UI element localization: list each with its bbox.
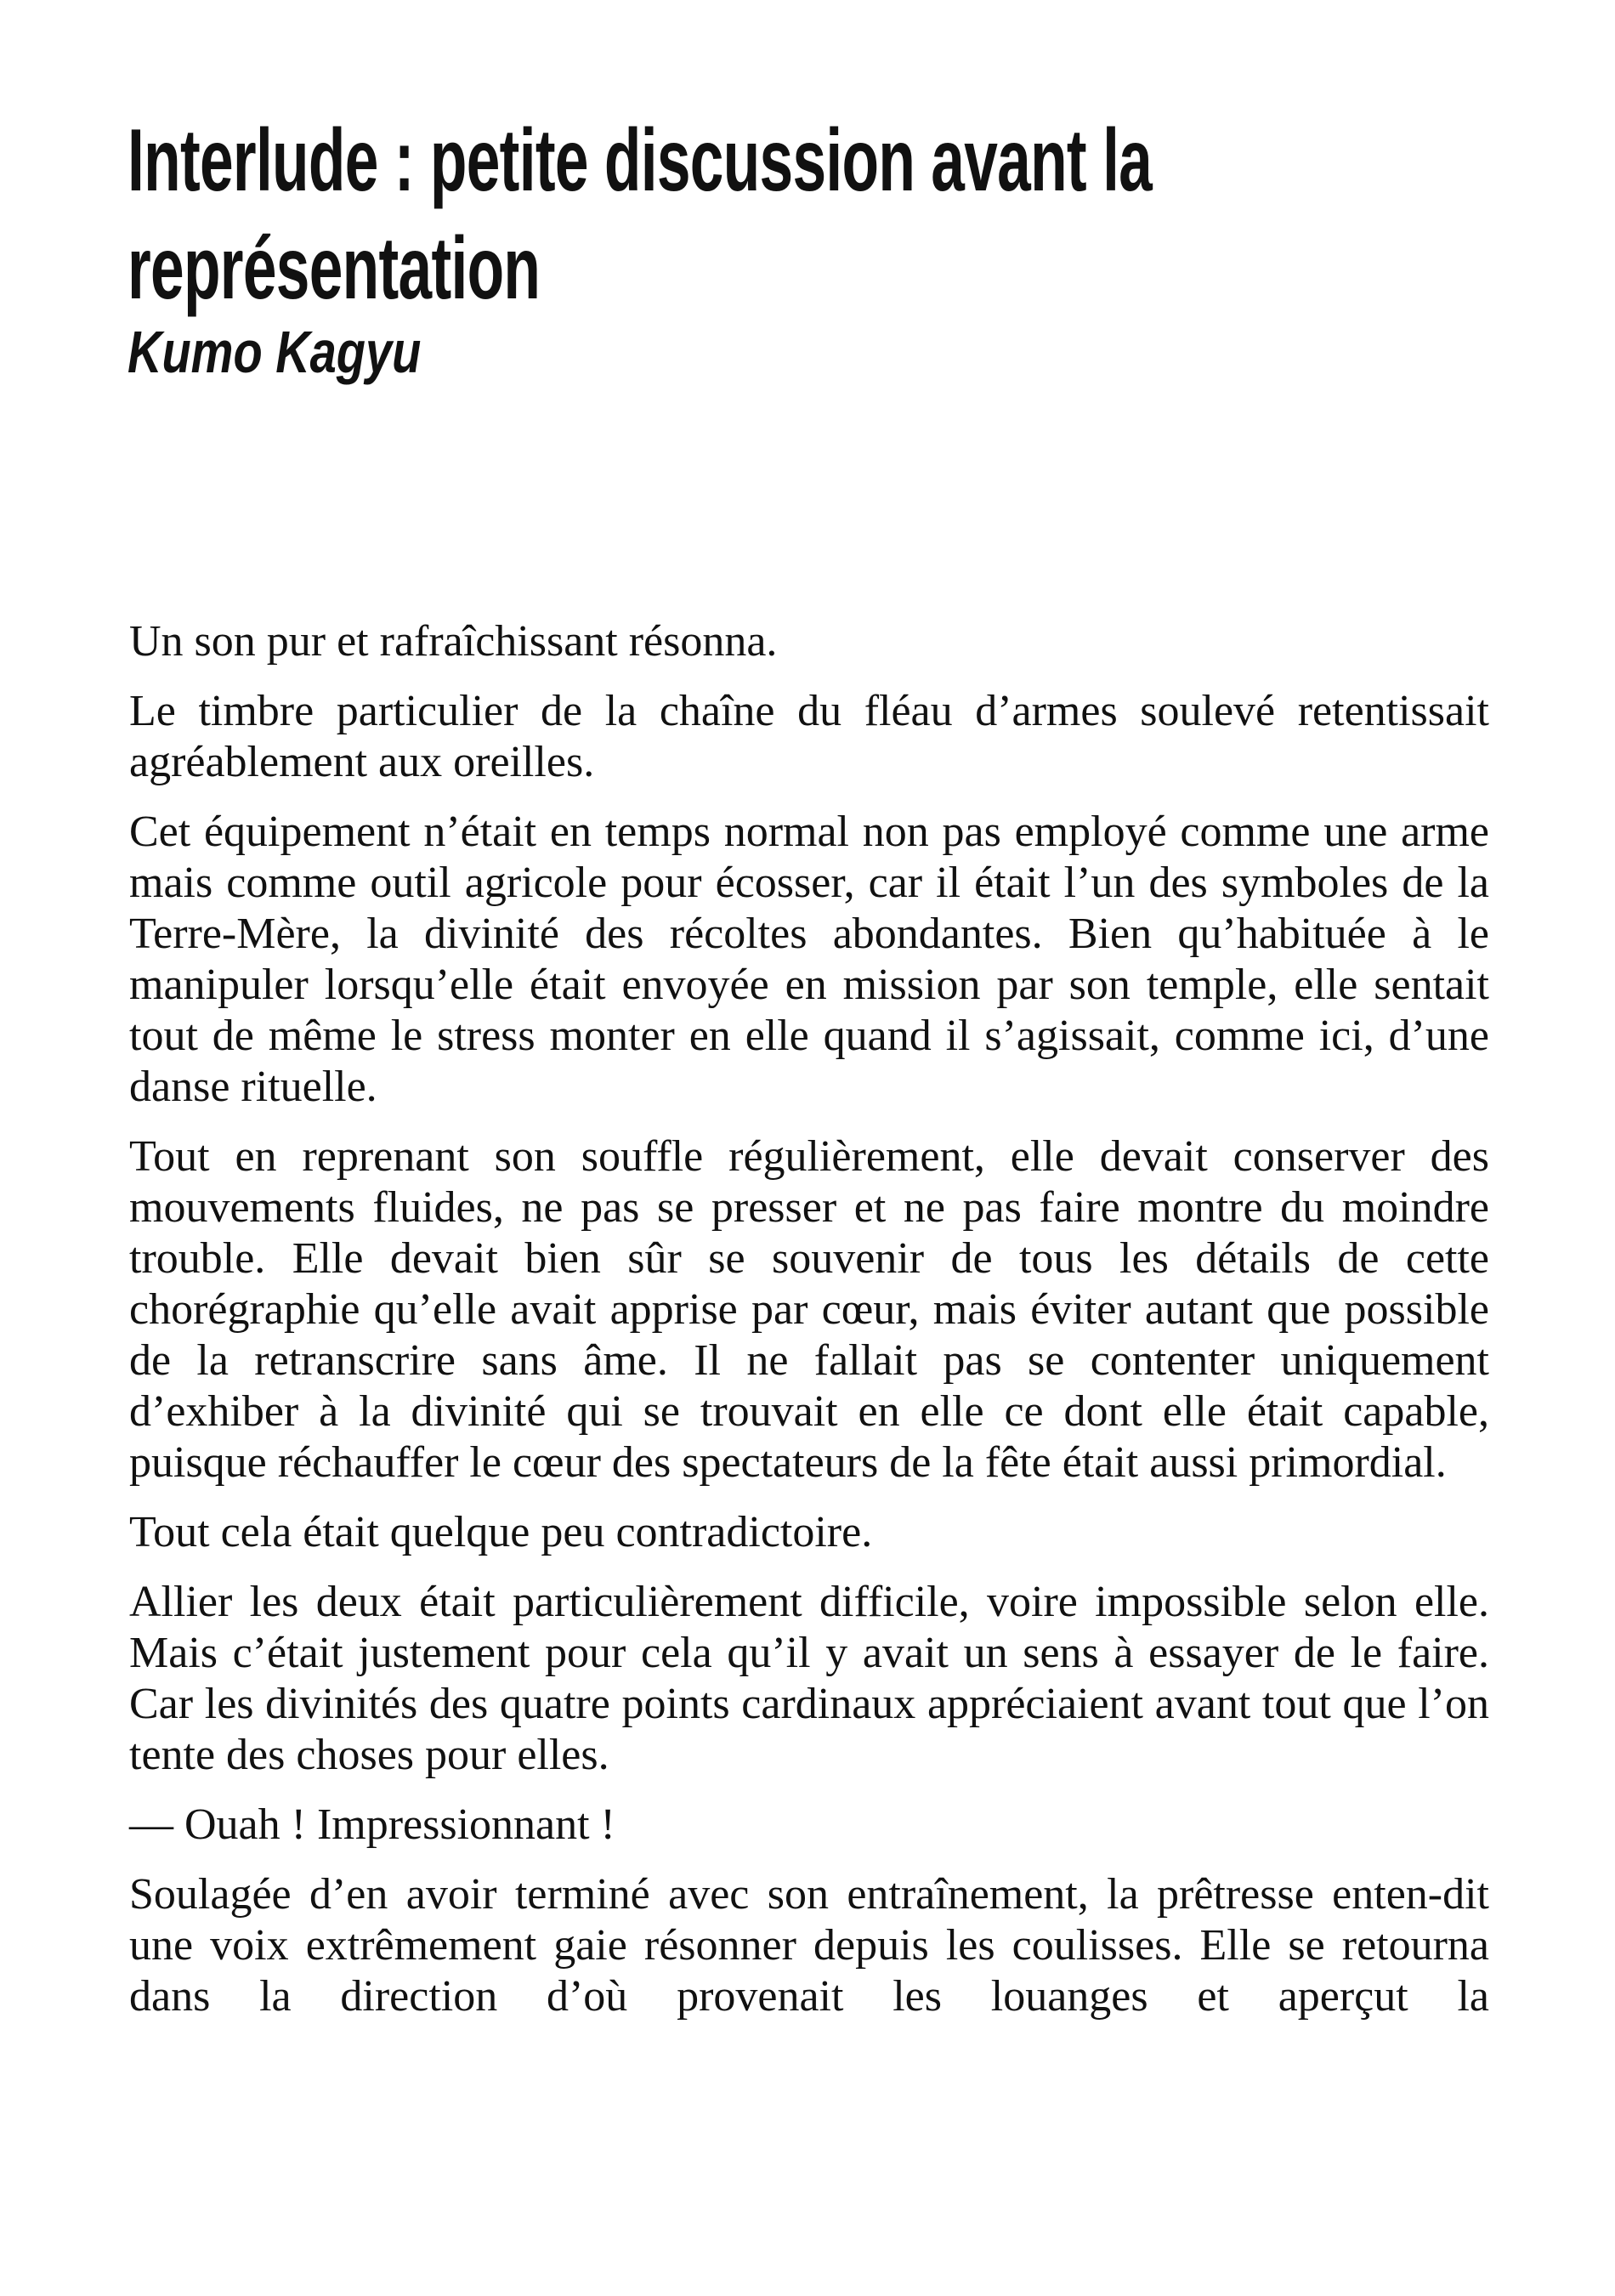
chapter-title [128,107,1572,323]
chapter-body [129,616,1489,2041]
chapter-heading [128,111,1572,386]
chapter-title-line-1: Interlude : petite discussion avant la [128,111,1153,210]
author-name: Kumo Kagyu [128,319,422,385]
paragraph: Soulagée d’en avoir terminé avec son entraînement, la prêtresse enten-dit une voix extrêmement gaie résonner depuis les coulisses. Elle se retourna dans la direction d’où provenait les louanges et aperçut la [129,1870,1489,2021]
paragraph: Allier les deux était particulièrement difficile, voire impossible selon elle. Mais c’était justement pour cela qu’il y avait un sens à essayer de le faire. Car les divinités des quatre points cardinaux appréciaient avant tout que l’on tente des choses pour elles. [129,1578,1489,1779]
chapter-title-line-2: représentation [128,219,541,318]
paragraph: Un son pur et rafraîchissant résonna. [129,617,778,666]
dialogue-line: — Ouah ! Impressionnant ! [129,1800,615,1849]
paragraph: Cet équipement n’était en temps normal non pas employé comme une arme mais comme outil agricole pour écosser, car il était l’un des symboles de la Terre-Mère, la divinité des récoltes abondantes. Bien qu’habituée à le manipuler lorsqu’elle était envoyée en mission par son temple, elle sentait tout de même le stress monter en elle quand il s’agissait, comme ici, d’une danse rituelle. [129,808,1489,1111]
paragraph: Tout cela était quelque peu contradictoire. [129,1508,873,1556]
paragraph: Tout en reprenant son souffle régulièrement, elle devait conserver des mouvements fluides, ne pas se presser et ne pas faire montre du moindre trouble. Elle devait bien sûr se souvenir de tous les détails de cette chorégraphie qu’elle avait apprise par cœur, mais éviter autant que possible de la retranscrire sans âme. Il ne fallait pas se contenter uniquement d’exhiber à la divinité qui se trouvait en elle ce dont elle était capable, puisque réchauffer le cœur des spectateurs de la fête était aussi primordial. [129,1132,1489,1487]
paragraph: Le timbre particulier de la chaîne du fléau d’armes soulevé retentissait agréablement aux oreilles. [129,687,1489,786]
